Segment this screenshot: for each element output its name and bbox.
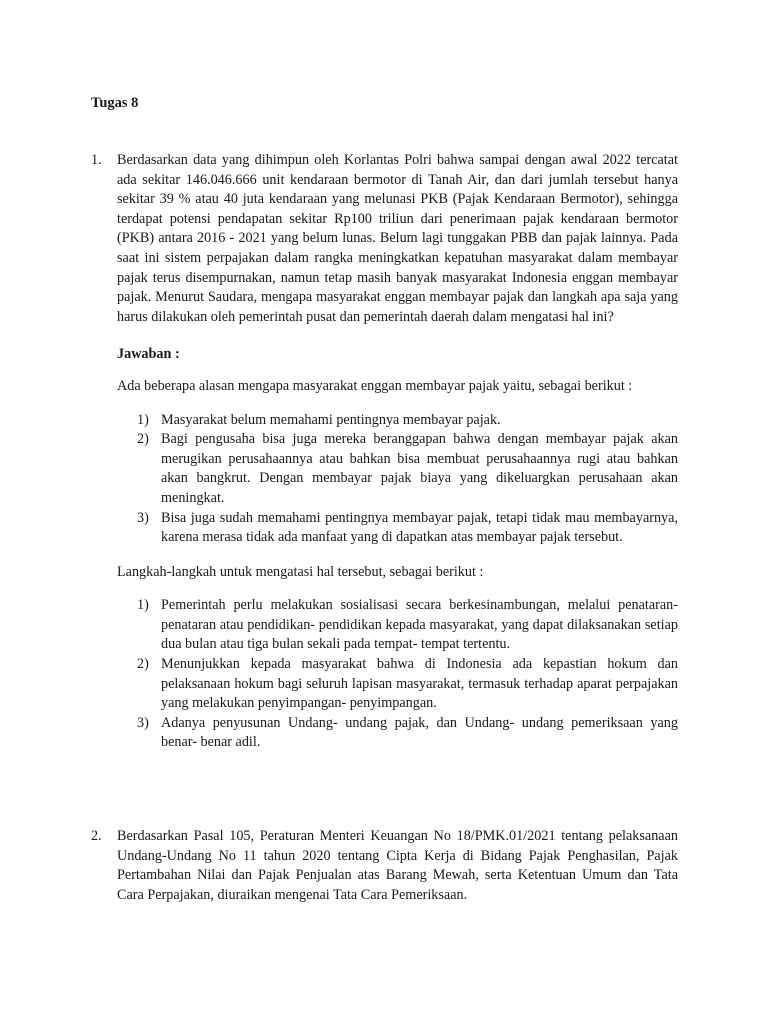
- list-item-number: 2): [137, 656, 149, 673]
- list-item: [137, 411, 678, 431]
- page-title: Tugas 8: [91, 95, 139, 111]
- list-item-text: Bisa juga sudah memahami pentingnya membayar pajak, tetapi tidak mau membayarnya, karena merasa tidak ada manfaat yang di dapatkan atas membayar pajak tersebut.: [161, 509, 678, 546]
- list-item-text: Menunjukkan kepada masyarakat bahwa di Indonesia ada kepastian hokum dan pelaksanaan hokum bagi seluruh lapisan masyarakat, termasuk terhadap aparat perpajakan yang melakukan penyimpangan- penyimpangan.: [161, 656, 678, 712]
- question-1: [91, 151, 678, 753]
- list-item-text: Masyarakat belum memahami pentingnya membayar pajak.: [161, 411, 501, 428]
- list-item: [137, 655, 678, 714]
- steps-list: [137, 596, 678, 753]
- list-item-text: Pemerintah perlu melakukan sosialisasi secara berkesinambungan, melalui penataran- penataran atau pendidikan- pendidikan kepada masyarakat, yang dapat dilaksanakan setiap dua bulan atau tiga bulan sekali pada tempat- tempat tertentu.: [161, 597, 678, 653]
- question-number: 1.: [91, 152, 102, 168]
- list-item-number: 3): [137, 509, 149, 526]
- reasons-intro: Ada beberapa alasan mengapa masyarakat enggan membayar pajak yaitu, sebagai berikut :: [117, 377, 633, 394]
- list-item-text: Adanya penyusunan Undang- undang pajak, dan Undang- undang pemeriksaan yang benar- benar adil.: [161, 714, 678, 751]
- question-number: 2.: [91, 828, 102, 844]
- question-2: [91, 827, 678, 905]
- list-item: [137, 509, 678, 548]
- list-item: [137, 430, 678, 508]
- list-item-text: Bagi pengusaha bisa juga mereka beranggapan bahwa dengan membayar pajak akan merugikan perusahaannya atau bahkan bisa membuat perusahaannya rugi atau bahkan akan bangkrut. Dengan membayar pajak biaya yang dikeluargkan perusahaan akan meningkat.: [161, 431, 678, 506]
- question-text: Berdasarkan data yang dihimpun oleh Korlantas Polri bahwa sampai dengan awal 2022 tercatat ada sekitar 146.046.666 unit kendaraan bermotor di Tanah Air, dan dari jumlah tersebut hanya sekitar 39 % atau 40 juta kendaraan yang melunasi PKB (Pajak Kendaraan Bermotor), sehingga terdapat potensi pendapatan sekitar Rp100 triliun dari penerimaan pajak kendaraan bermotor (PKB) antara 2016 - 2021 yang belum lunas. Belum lagi tunggakan PBB dan pajak lainnya. Pada saat ini sistem perpajakan dalam rangka meningkatkan kepatuhan masyarakat dalam membayar pajak terus disempurnakan, namun tetap masih banyak masyarakat Indonesia enggan membayar pajak. Menurut Saudara, mengapa masyarakat enggan membayar pajak dan langkah apa saja yang harus dilakukan oleh pemerintah pusat dan pemerintah daerah dalam mengatasi hal ini?: [117, 152, 678, 325]
- list-item: [137, 596, 678, 655]
- list-item-number: 2): [137, 431, 149, 448]
- list-item: [137, 714, 678, 753]
- list-item-number: 1): [137, 411, 149, 428]
- list-item-number: 1): [137, 597, 149, 614]
- question-body: [117, 151, 678, 753]
- list-item-number: 3): [137, 714, 149, 731]
- answer-label: Jawaban :: [117, 346, 180, 363]
- question-body: [117, 827, 678, 905]
- reasons-list: [137, 411, 678, 548]
- question-text: Berdasarkan Pasal 105, Peraturan Menteri Keuangan No 18/PMK.01/2021 tentang pelaksanaan Undang-Undang No 11 tahun 2020 tentang Cipta Kerja di Bidang Pajak Penghasilan, Pajak Pertambahan Nilai dan Pajak Penjualan atas Barang Mewah, serta Ketentuan Umum dan Tata Cara Perpajakan, diuraikan mengenai Tata Cara Pemeriksaan.: [117, 828, 678, 903]
- steps-intro: Langkah-langkah untuk mengatasi hal tersebut, sebagai berikut :: [117, 563, 484, 580]
